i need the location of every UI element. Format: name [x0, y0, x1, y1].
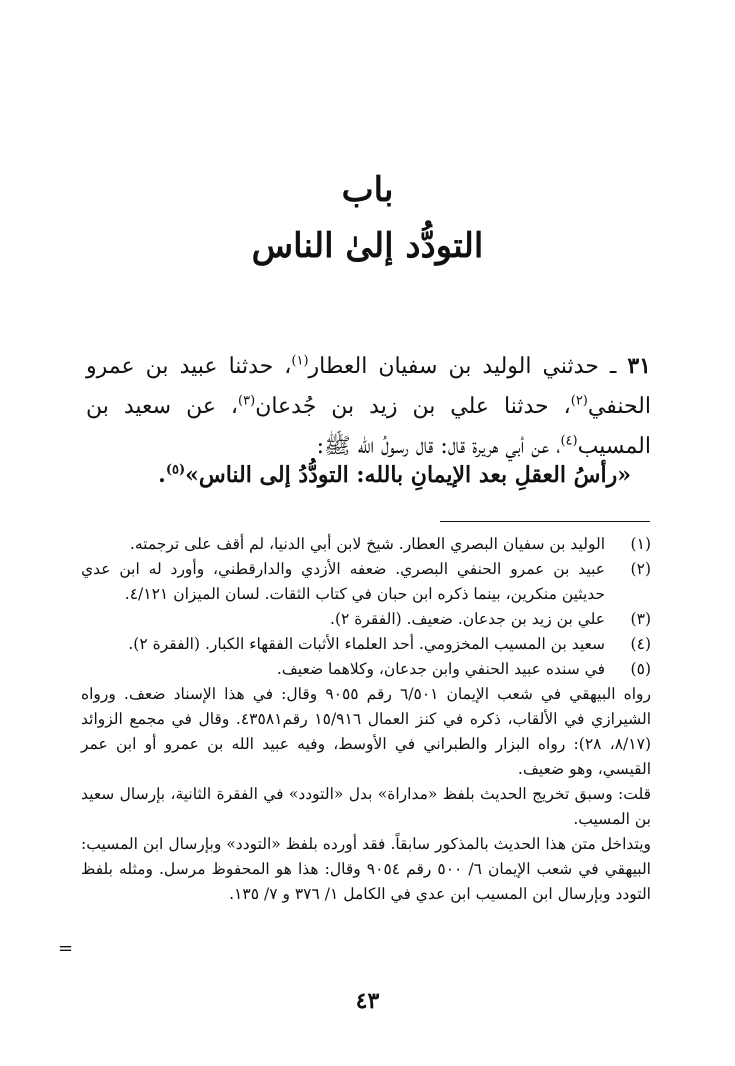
footnotes: [81, 532, 651, 907]
footnote: [81, 657, 651, 682]
footnote-text: عبيد بن عمرو الحنفي البصري. ضعفه الأزدي والدارقطني، وأورد له ابن عدي حديثين منكرين، بينما ذكره ابن حبان في كتاب الثقات. لسان الميزان ٤/١٢١.: [81, 560, 605, 603]
footnote-paragraph: رواه البيهقي في شعب الإيمان ٦/٥٠١ رقم ٩٠٥٥ وقال: في هذا الإسناد ضعف. ورواه الشيرازي في الألقاب، ذكره في كنز العمال ١٥/٩١٦ رقم٤٣٥٨١. وقال في مجمع الزوائد (٨/١٧، ٢٨): رواه البزار والطبراني في الأوسط، وفيه عبيد الله بن عمرو أو ابن عمر القيسي، وهو ضعيف.: [81, 685, 652, 778]
footnote-continuation: [81, 682, 651, 907]
chapter-title: التودُّد إلىٰ الناس: [251, 226, 484, 266]
hadith-segment: ـ حدثني الوليد بن سفيان العطار: [308, 354, 628, 379]
footnote: [81, 532, 651, 557]
footnote-separator: [440, 521, 650, 522]
footnote-text: في سنده عبيد الحنفي وابن جدعان، وكلاهما ضعيف.: [276, 660, 605, 678]
continuation-mark: =: [58, 938, 74, 959]
hadith-segment: ، عن أبي هريرة قال: قال رسولُ الله ﷺ:: [316, 434, 561, 459]
hadith-quote-text: «رأسُ العقلِ بعد الإيمانِ بالله: التودُّدُ إلى الناس»: [185, 462, 631, 488]
hadith-segment: ، حدثنا عبيد بن عمرو الحنفي: [86, 354, 651, 419]
page-number: ٤٣: [355, 988, 380, 1014]
hadith-quote: [71, 462, 631, 488]
footnote: [81, 632, 651, 657]
footnote-text: الوليد بن سفيان البصري العطار. شيخ لابن أبي الدنيا، لم أقف على ترجمته.: [129, 535, 605, 553]
hadith-segment: ، عن سعيد بن المسيب: [86, 394, 651, 459]
footnote-paragraph: قلت: وسبق تخريج الحديث بلفظ «مداراة» بدل «التودد» في الفقرة الثانية، بإرسال سعيد بن المسيب.: [81, 785, 651, 828]
footnote-text: سعيد بن المسيب المخزومي. أحد العلماء الأثبات الفقهاء الكبار. (الفقرة ٢).: [128, 635, 605, 653]
footnote: [81, 557, 651, 607]
hadith-text: [86, 346, 651, 467]
footnote-ref: (٤): [560, 433, 578, 449]
footnote-text: علي بن زيد بن جدعان. ضعيف. (الفقرة ٢).: [330, 610, 605, 628]
hadith-paragraph: [86, 346, 651, 467]
footnote-ref: (١): [291, 353, 309, 369]
footnote-number: (٤): [630, 635, 651, 653]
hadith-number: ٣١: [627, 353, 651, 379]
chapter-label: باب: [341, 170, 394, 210]
footnote: [81, 607, 651, 632]
footnote-paragraph: ويتداخل متن هذا الحديث بالمذكور سابقاً. فقد أورده بلفظ «التودد» وبإرسال ابن المسيب: البيهقي في شعب الإيمان ٦/ ٥٠٠ رقم ٩٠٥٤ وقال: هذا هو المحفوظ مرسل. ومثله بلفظ التودد وبإرسال ابن المسيب ابن عدي في الكامل ١/ ٣٧٦ و ٧/ ١٣٥.: [81, 835, 651, 903]
footnote-number: (٣): [630, 610, 651, 628]
footnote-number: (٥): [630, 660, 651, 678]
footnote-ref: (٣): [238, 393, 256, 409]
footnote-ref: (٥): [165, 462, 186, 478]
hadith-segment: ، حدثنا علي بن زيد بن جُدعان: [255, 394, 571, 419]
footnote-number: (٢): [630, 560, 651, 578]
hadith-end: .: [158, 462, 166, 488]
footnote-ref: (٢): [570, 393, 588, 409]
footnote-number: (١): [630, 535, 651, 553]
